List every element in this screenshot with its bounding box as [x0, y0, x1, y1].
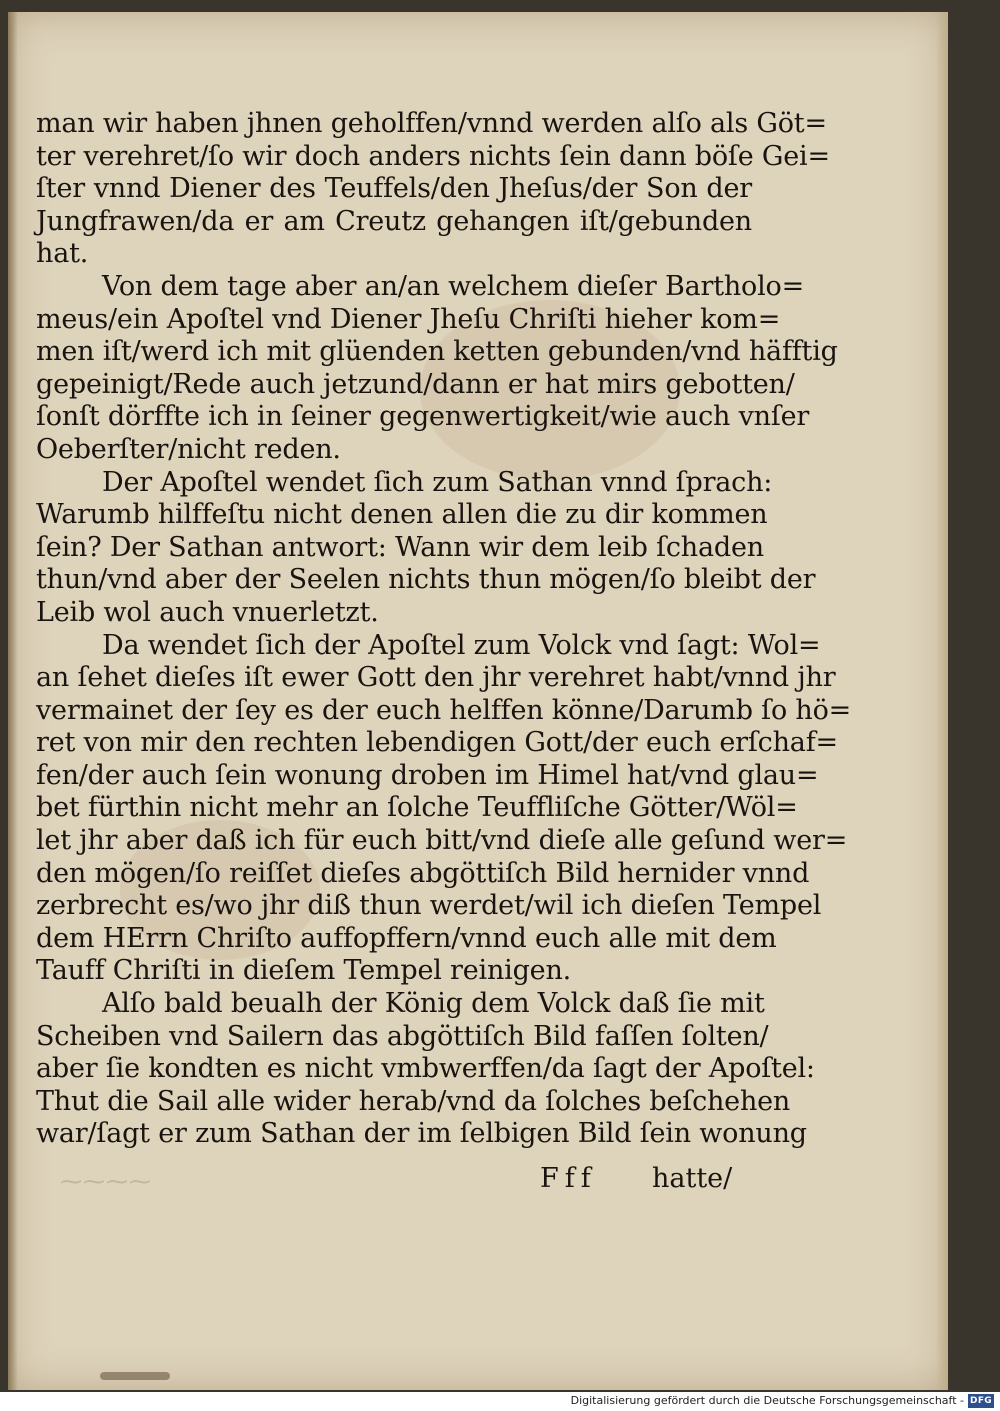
text-line: let jhr aber daß ich für euch bitt/vnd dieſe alle geſund wer=	[36, 825, 848, 857]
page-gutter-shadow	[8, 12, 18, 1390]
text-line: ſter vnnd Diener des Teuffels/den Jheſus/der Son der	[36, 173, 752, 205]
text-line: Scheiben vnd Sailern das abgöttiſch Bild faſſen ſolten/	[36, 1020, 769, 1052]
paragraph-start-line: Alſo bald beualh der König dem Volck daß ſie mit	[102, 988, 765, 1020]
text-line: men iſt/werd ich mit glüenden ketten gebunden/vnd häfftig	[36, 336, 838, 368]
text-line: aber ſie kondten es nicht vmbwerffen/da ſagt der Apoſtel:	[36, 1053, 815, 1085]
paragraph-start-line: Der Apoſtel wendet ſich zum Sathan vnnd ſprach:	[102, 466, 773, 498]
text-line: meus/ein Apoſtel vnd Diener Jheſu Chriſti hieher kom=	[36, 303, 781, 335]
text-line: gepeinigt/Rede auch jetzund/dann er hat mirs gebotten/	[36, 368, 795, 400]
body-text	[36, 108, 852, 1151]
catchword: hatte/	[652, 1163, 733, 1194]
text-line: Tauff Chriſti in dieſem Tempel reinigen.	[36, 955, 572, 987]
funding-notice: Digitalisierung gefördert durch die Deutsche Forschungsgemeinschaft -	[570, 1394, 964, 1407]
text-line: Jungfrawen/da er am Creutz gehangen iſt/gebunden	[36, 205, 752, 237]
text-line: Leib wol auch vnuerletzt.	[36, 596, 379, 628]
text-line: man wir haben jhnen geholffen/vnnd werden alſo als Göt=	[36, 108, 827, 139]
ink-smudge	[100, 1372, 170, 1380]
text-line: bet fürthin nicht mehr an ſolche Teuffliſche Götter/Wöl=	[36, 792, 798, 824]
text-line: thun/vnd aber der Seelen nichts thun mögen/ſo bleibt der	[36, 564, 816, 596]
footer-bar	[0, 1392, 1000, 1411]
paragraph-start-line: Von dem tage aber an/an welchem dieſer Bartholo=	[102, 270, 804, 302]
text-line: hat.	[36, 238, 89, 270]
dfg-logo: DFG	[968, 1394, 994, 1408]
text-line: war/ſagt er zum Sathan der im ſelbigen Bild ſein wonung	[36, 1118, 807, 1150]
text-line: ter verehret/ſo wir doch anders nichts ſein dann böſe Gei=	[36, 140, 830, 172]
text-line: den mögen/ſo reiſſet dieſes abgöttiſch Bild hernider vnnd	[36, 857, 810, 889]
text-line: ret von mir den rechten lebendigen Gott/der euch erſchaf=	[36, 727, 838, 759]
page-edge	[936, 12, 948, 1390]
text-line: an ſehet dieſes iſt ewer Gott den jhr verehret habt/vnnd jhr	[36, 662, 836, 694]
text-line: zerbrecht es/wo jhr diß thun werdet/wil ich dieſen Tempel	[36, 890, 822, 922]
text-line: Warumb hilffeſtu nicht denen allen die zu dir kommen	[36, 499, 768, 531]
signature-mark: Fff	[540, 1163, 597, 1194]
text-line: ſonſt dörffte ich in ſeiner gegenwertigkeit/wie auch vnſer	[36, 401, 810, 433]
show-through-ink: ⁓⁓⁓⁓	[60, 1170, 152, 1195]
text-line: vermainet der ſey es der euch helffen könne/Darumb ſo hö=	[36, 694, 852, 726]
text-line: ſein? Der Sathan antwort: Wann wir dem leib ſchaden	[36, 531, 764, 563]
text-line: fen/der auch ſein wonung droben im Himel hat/vnd glau=	[36, 759, 819, 791]
paragraph-start-line: Da wendet ſich der Apoſtel zum Volck vnd ſagt: Wol=	[102, 629, 821, 661]
text-line: Thut die Sail alle wider herab/vnd da ſolches beſchehen	[36, 1085, 791, 1117]
text-line: Oeberſter/nicht reden.	[36, 433, 341, 465]
text-line: dem HErrn Chriſto auffopffern/vnnd euch alle mit dem	[36, 922, 777, 954]
